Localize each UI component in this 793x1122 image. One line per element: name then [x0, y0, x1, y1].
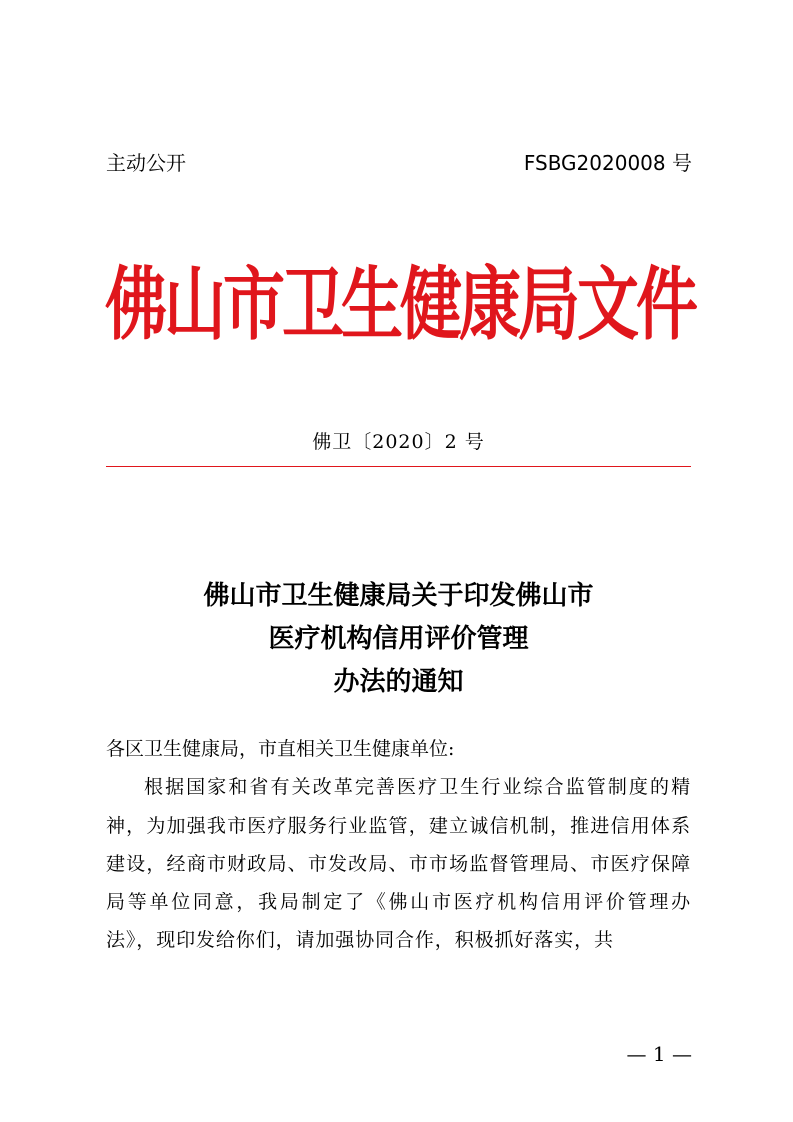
notice-title — [106, 575, 691, 704]
notice-title-line-1: 佛山市卫生健康局关于印发佛山市 — [203, 581, 594, 611]
page-number: — 1 — — [626, 1042, 692, 1066]
issuer-title: 佛山市卫生健康局文件 — [104, 257, 695, 352]
document-number: 佛卫〔2020〕2 号 — [312, 431, 485, 453]
body-paragraph: 根据国家和省有关改革完善医疗卫生行业综合监管制度的精神，为加强我市医疗服务行业监管，建立诚信机制，推进信用体系建设，经商市财政局、市发改局、市市场监督管理局、市医疗保障局等单位同意，我局制定了《佛山市医疗机构信用评价管理办法》，现印发给你们，请加强协同合作，积极抓好落实，共 — [106, 776, 691, 952]
notice-title-line-2: 医疗机构信用评价管理 — [268, 624, 529, 654]
disclosure-label: 主动公开 — [106, 151, 186, 175]
red-separator-line — [106, 466, 691, 467]
document-code: FSBG2020008 号 — [523, 151, 692, 175]
salutation: 各区卫生健康局，市直相关卫生健康单位: — [106, 738, 455, 760]
notice-title-line-3: 办法的通知 — [333, 667, 464, 697]
body-text — [106, 730, 691, 960]
